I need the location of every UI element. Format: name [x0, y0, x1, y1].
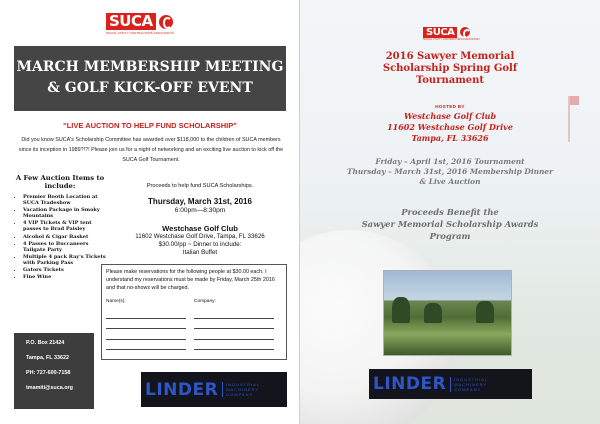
venue-address: 11602 Westchase Golf Drive, Tampa, FL 33626 — [135, 233, 265, 240]
venue-name: Westchase Golf Club — [162, 224, 238, 233]
name-line[interactable] — [106, 329, 186, 340]
host-venue — [300, 111, 600, 144]
tournament-title — [300, 51, 600, 87]
event-time: 6:00pm—8:30pm — [174, 207, 226, 214]
event-info — [112, 182, 288, 257]
dates-line-2: Thursday – March 31st, 2016 Membership Dinner — [347, 167, 553, 176]
linder-name: LINDER — [373, 374, 447, 394]
list-item: • Fine Wine — [23, 274, 106, 280]
proceeds-line-2: Sawyer Memorial Scholarship Awards — [361, 219, 539, 229]
contact-email: tmamiti@suca.org — [26, 385, 73, 391]
linder-sub-1: INDUSTRIAL — [226, 382, 260, 387]
contact-phone: PH: 727-600-7158 — [26, 370, 71, 376]
title-line-2: Scholarship Spring Golf — [382, 63, 518, 74]
linder-sub-2: MACHINERY — [226, 387, 260, 392]
golf-ball-logo-icon — [459, 26, 471, 38]
list-item: • Multiple 4 pack Ray's Tickets with Parking Pass — [23, 254, 106, 266]
banner-line-2: & GOLF KICK-OFF EVENT — [47, 80, 253, 96]
event-date: Thursday, March 31st, 2016 — [148, 197, 252, 206]
company-line[interactable] — [194, 308, 274, 319]
reservation-fields — [106, 298, 282, 350]
names-column — [106, 298, 194, 350]
venue-line-3: Tampa, FL 33626 — [411, 133, 489, 143]
intro-paragraph: Did you know SUCA's Scholarship Committee has awarded over $118,000 to the children of SUCA members since its inception in 1989?!?! Please join us for a night of networking and an exciting live auction to kick off the SUCA Golf Tournament. — [18, 137, 284, 163]
auction-heading: "LIVE AUCTION TO HELP FUND SCHOLARSHIP" — [63, 121, 237, 130]
linder-sub-2: MACHINERY — [454, 381, 488, 387]
list-item: • 4 VIP Tickets & VIP tent passes to Brad Paisley — [23, 220, 106, 232]
name-label: Name(s): — [106, 299, 126, 304]
proceeds-line-1: Proceeds Benefit the — [401, 207, 499, 217]
tree-shape — [476, 301, 494, 323]
list-item: • Premier Booth Location at SUCA Tradeshow — [23, 194, 106, 206]
event-dates — [300, 157, 600, 187]
right-page — [300, 0, 600, 424]
golf-course-photo — [383, 270, 512, 356]
proceeds-line-3: Program — [429, 231, 471, 241]
golf-ball-logo-icon — [158, 14, 174, 30]
dates-line-1: Friday – April 1st, 2016 Tournament — [375, 157, 525, 166]
po-box: P.O. Box 21424 — [26, 340, 65, 346]
reservation-text: Please make reservations for the following people at $30.00 each. I understand my reservations must be made by Friday, March 25th 2016 and that no-shows will be charged. — [106, 269, 275, 291]
dinner-menu: Italian Buffet — [182, 249, 218, 256]
event-banner — [14, 46, 286, 111]
linder-sub-3: COMPANY — [226, 392, 254, 397]
proceeds-statement — [300, 206, 600, 242]
linder-sub-3: COMPANY — [454, 386, 482, 392]
linder-subtitle — [222, 382, 260, 397]
list-item: • Vacation Package in Smoky Mountains — [23, 207, 106, 219]
proceeds-note: Proceeds to help fund SUCA Scholarships. — [146, 183, 254, 189]
tree-shape — [392, 297, 410, 323]
name-line[interactable] — [106, 308, 186, 319]
auction-items-list — [14, 194, 106, 280]
list-item: • Alcohol & Cigar Basket — [23, 234, 106, 240]
linder-name: LINDER — [145, 379, 219, 400]
venue-line-2: 11602 Westchase Golf Drive — [387, 122, 513, 132]
company-line[interactable] — [194, 340, 274, 351]
ticket-price: $30.00/pp ~ Dinner to include: — [158, 241, 242, 248]
suca-logo — [106, 12, 174, 35]
linder-subtitle — [450, 377, 488, 392]
name-line[interactable] — [106, 340, 186, 351]
suca-logo-word: SUCA — [106, 13, 156, 30]
suca-logo-tagline: SOCIAL UTILITY CONTRACTORS ASSOCIATION — [106, 31, 174, 35]
title-line-3: Tournament — [415, 75, 485, 86]
banner-line-1: MARCH MEMBERSHIP MEETING — [16, 59, 284, 75]
hosted-by-label: HOSTED BY — [435, 104, 465, 109]
company-column — [194, 298, 282, 350]
linder-logo — [141, 372, 287, 407]
dates-line-3: & Live Auction — [419, 177, 481, 186]
company-line[interactable] — [194, 329, 274, 340]
venue-line-1: Westchase Golf Club — [403, 111, 497, 121]
suca-logo-tagline: SOCIAL UTILITY CONTRACTORS ASSOCIATION — [423, 38, 480, 41]
list-item: • 4 Passes to Buccaneers Tailgate Party — [23, 241, 106, 253]
linder-logo — [369, 369, 532, 399]
linder-sub-1: INDUSTRIAL — [454, 376, 488, 382]
auction-items — [14, 174, 106, 282]
reservation-form — [101, 264, 287, 360]
company-line[interactable] — [194, 319, 274, 330]
auction-items-title: A Few Auction Items to include: — [15, 174, 105, 190]
title-line-1: 2016 Sawyer Memorial — [385, 51, 515, 62]
suca-logo — [423, 26, 480, 41]
company-label: Company: — [194, 299, 216, 304]
tree-shape — [424, 303, 442, 323]
contact-box — [14, 333, 94, 409]
list-item: • Gators Tickets — [23, 267, 106, 273]
suca-logo-word: SUCA — [423, 27, 457, 38]
contact-city: Tampa, FL 33622 — [26, 355, 69, 361]
name-line[interactable] — [106, 319, 186, 330]
